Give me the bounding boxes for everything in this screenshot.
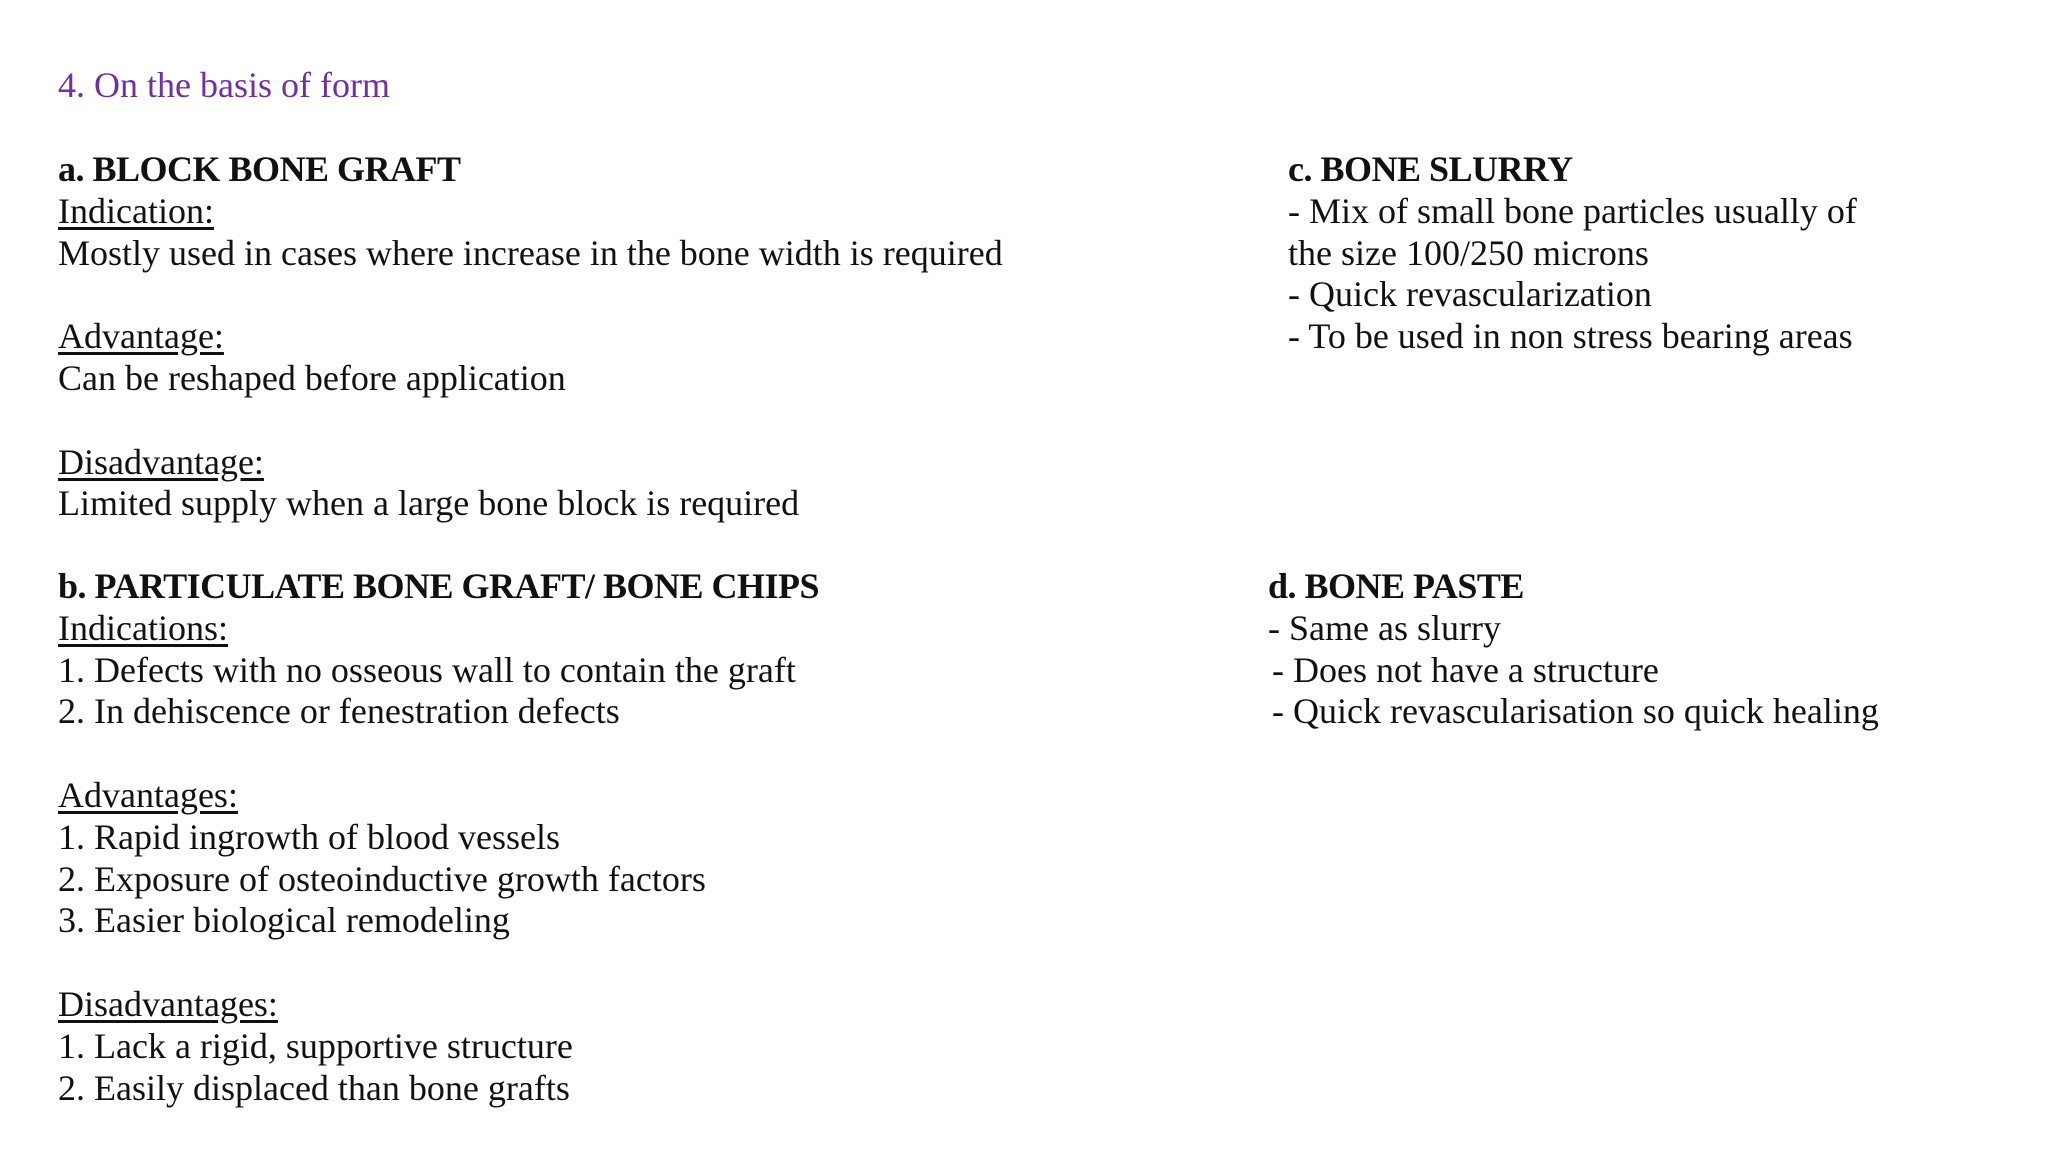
indication-text: Mostly used in cases where increase in the bone width is required [58, 232, 1003, 273]
bone-paste-heading: d. BONE PASTE [1268, 566, 1524, 606]
bone-slurry-section [1288, 149, 1857, 358]
list-item: - To be used in non stress bearing areas [1288, 316, 1853, 357]
list-item: - Mix of small bone particles usually of [1288, 190, 1857, 231]
advantages-label: Advantages: [58, 774, 238, 815]
list-item: 3. Easier biological remodeling [58, 900, 510, 941]
disadvantage-text: Limited supply when a large bone block is required [58, 483, 800, 524]
list-item: 1. Rapid ingrowth of blood vessels [58, 816, 560, 857]
list-item: - Quick revascularisation so quick healing [1272, 691, 1879, 732]
list-item: - Quick revascularization [1288, 274, 1652, 315]
list-item: 2. Easily displaced than bone grafts [58, 1067, 570, 1108]
advantage-text: Can be reshaped before application [58, 357, 566, 398]
disadvantage-label: Disadvantage: [58, 441, 264, 482]
particulate-graft-heading: b. PARTICULATE BONE GRAFT/ BONE CHIPS [58, 566, 820, 606]
bone-paste-section [1268, 566, 1879, 733]
list-item: 1. Defects with no osseous wall to contain the graft [58, 649, 796, 690]
list-item: - Does not have a structure [1272, 649, 1659, 690]
list-item: 2. Exposure of osteoinductive growth factors [58, 858, 706, 899]
indication-label: Indication: [58, 190, 214, 231]
list-item: 1. Lack a rigid, supportive structure [58, 1025, 573, 1066]
block-bone-graft-section [58, 149, 1003, 525]
list-item: the size 100/250 microns [1288, 232, 1649, 273]
indications-label: Indications: [58, 607, 228, 648]
list-item: - Same as slurry [1268, 607, 1501, 648]
list-item: 2. In dehiscence or fenestration defects [58, 691, 620, 732]
disadvantages-label: Disadvantages: [58, 983, 278, 1024]
bone-slurry-heading: c. BONE SLURRY [1288, 149, 1573, 189]
slide-title: 4. On the basis of form [58, 65, 390, 105]
particulate-graft-section [58, 566, 819, 1109]
advantage-label: Advantage: [58, 316, 224, 357]
block-bone-graft-heading: a. BLOCK BONE GRAFT [58, 149, 461, 189]
